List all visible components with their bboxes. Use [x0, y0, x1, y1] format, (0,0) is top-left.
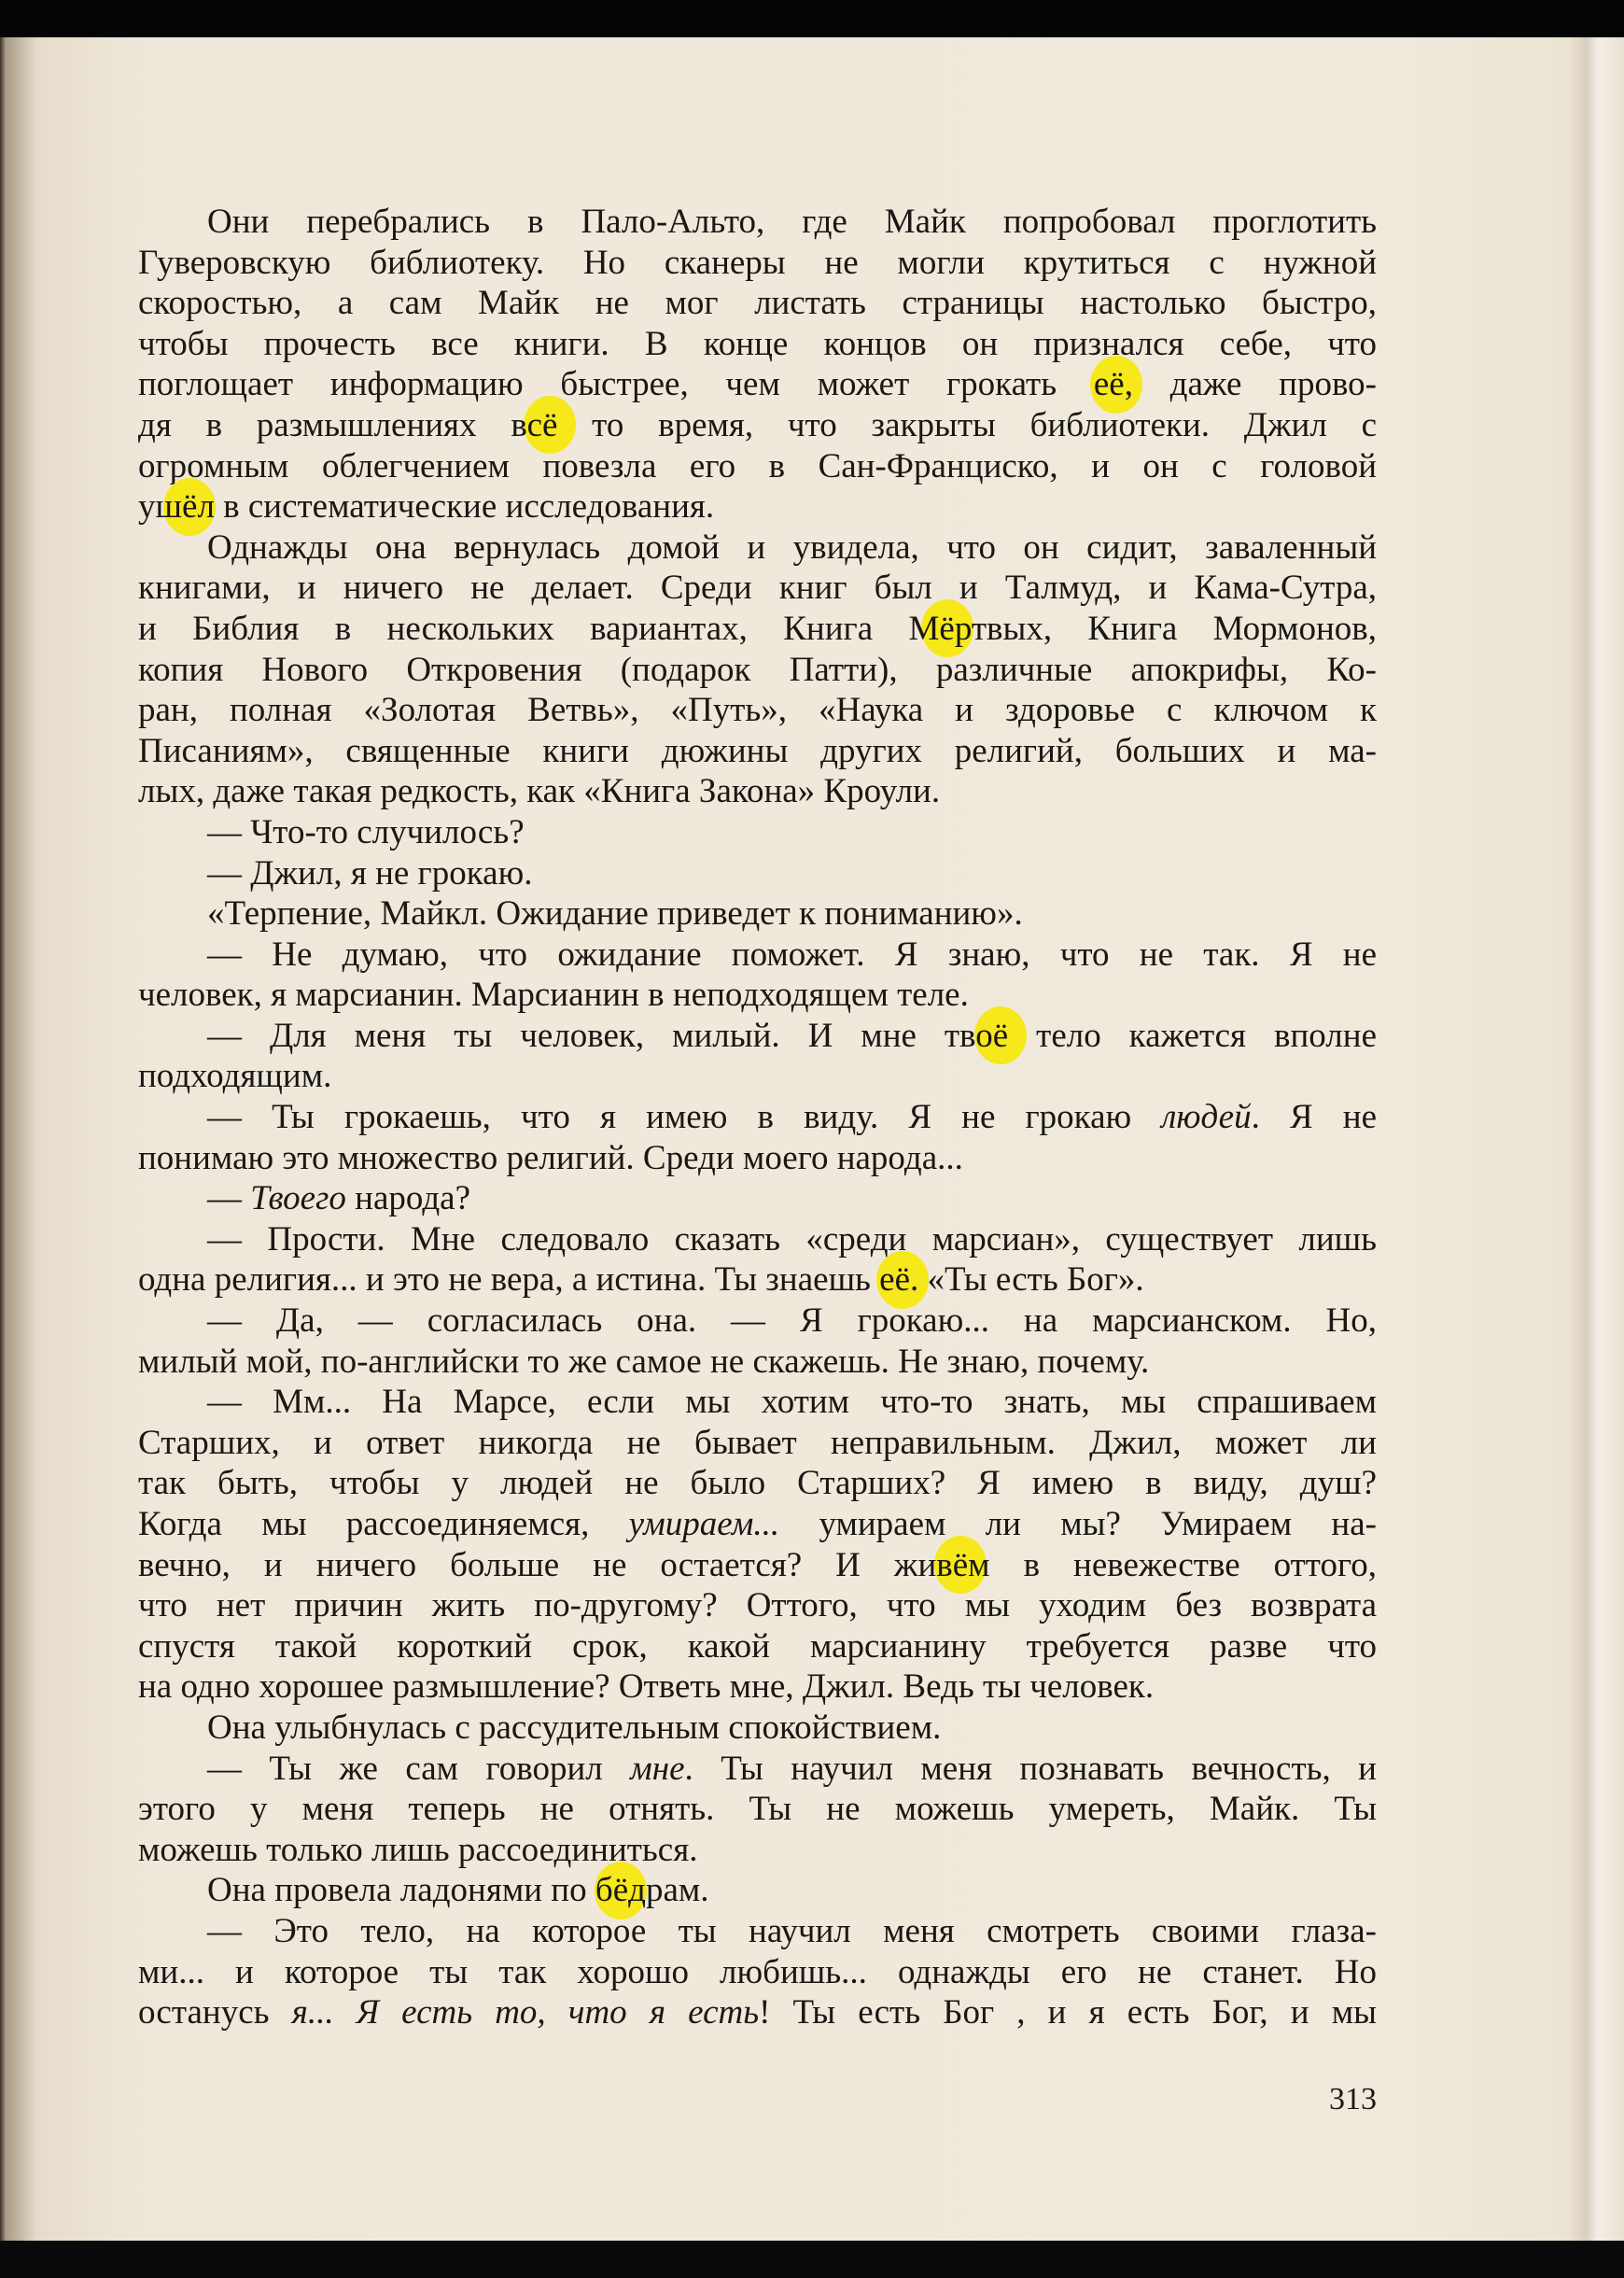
text-line [138, 568, 1377, 609]
text-run: лых, даже такая редкость, как «Книга Закона» Кроули. [138, 772, 941, 811]
text-run: ртвых, Книга Мормонов, [954, 609, 1377, 648]
page-number: 313 [1329, 2082, 1377, 2116]
text-line [138, 283, 1377, 324]
text-run: Когда мы рассоединяемся, [138, 1505, 629, 1543]
text-line [138, 405, 1377, 446]
text-line-content [138, 1585, 1377, 1626]
text-run: — [207, 1179, 251, 1218]
text-run: Гуверовскую библиотеку. Но сканеры не могли крутиться с нужной [138, 243, 1377, 282]
text-run: . Ты научил меня познавать вечность, и [684, 1749, 1377, 1788]
text-line [138, 1138, 1377, 1179]
yo-letter-highlight: ё [542, 405, 558, 444]
text-line [138, 690, 1377, 731]
text-run: вечно, и ничего больше не остается? И жив [138, 1545, 953, 1584]
text-line [138, 853, 1377, 894]
text-line-content [207, 1749, 1377, 1790]
text-run: так быть, чтобы у людей не было Старших? Я имею в виду, душ? [138, 1464, 1377, 1503]
text-line [138, 1870, 1377, 1911]
text-line-content [138, 609, 1377, 650]
text-line [138, 609, 1377, 650]
text-line [138, 1219, 1377, 1260]
text-run: — Это тело, на которое ты научил меня смотреть своими глаза- [207, 1911, 1377, 1950]
text-run: . Я не [1251, 1098, 1377, 1137]
italic-text: я... [291, 1993, 334, 2032]
text-run: и Библия в нескольких вариантах, Книга М [138, 609, 940, 648]
text-run: копия Нового Откровения (подарок Патти), различные апокрифы, Ко- [138, 650, 1377, 689]
text-run: милый мой, по-английски то же самое не скажешь. Не знаю, почему. [138, 1342, 1150, 1381]
text-line [138, 893, 1377, 935]
text-line-content [138, 650, 1377, 691]
text-line [138, 1178, 1377, 1219]
text-run: — Ты грокаешь, что я имею в виду. Я не грокаю [207, 1098, 1162, 1137]
text-run: Однажды она вернулась домой и увидела, что он сидит, заваленный [207, 527, 1377, 567]
text-line-content [138, 283, 1377, 324]
text-line [138, 1463, 1377, 1504]
text-line-content [207, 1870, 709, 1911]
italic-text: людей [1161, 1098, 1252, 1137]
text-run: ран, полная «Золотая Ветвь», «Путь», «Наука и здоровье с ключом к [138, 691, 1377, 730]
text-line-content [207, 1382, 1377, 1423]
italic-text: мне [630, 1749, 685, 1788]
text-line [138, 1626, 1377, 1667]
text-line-content [138, 364, 1377, 405]
text-run: , даже прово- [1124, 365, 1378, 404]
text-line [138, 771, 1377, 812]
body-text [138, 202, 1377, 2033]
text-run: то время, что закрыты библиотеки. Джил с [557, 405, 1377, 444]
text-run: м в невежестве оттого, [968, 1545, 1377, 1584]
text-run: можешь только лишь рассоединиться. [138, 1830, 698, 1869]
text-line [138, 975, 1377, 1016]
text-line-content [207, 1708, 941, 1749]
text-line-content [138, 975, 969, 1016]
text-line [138, 1830, 1377, 1871]
italic-text: Твоего [250, 1179, 346, 1218]
yo-letter-highlight: ё [952, 1545, 969, 1584]
text-line-content [138, 1992, 1377, 2033]
text-run: что нет причин жить по-другому? Оттого, что мы уходим без возврата [138, 1586, 1377, 1625]
text-run: — Мм... На Марсе, если мы хотим что-то знать, мы спрашиваем [207, 1383, 1377, 1422]
text-line [138, 1342, 1377, 1383]
text-run: — Прости. Мне следовало сказать «среди марсиан», существует лишь [207, 1219, 1377, 1259]
yo-letter-highlight: ё [612, 1871, 629, 1910]
text-line-content [138, 1952, 1377, 1993]
text-run: книгами, и ничего не делает. Среди книг был и Талмуд, и Кама-Сутра, [138, 569, 1377, 608]
text-line [138, 812, 1377, 853]
scan-border-top [0, 0, 1624, 37]
text-line-content [207, 1097, 1377, 1138]
text-run: этого у меня теперь не отнять. Ты не можешь умереть, Майк. Ты [138, 1790, 1377, 1829]
text-line [138, 1097, 1377, 1138]
text-line-content [138, 486, 714, 527]
text-run: Старших, и ответ никогда не бывает неправильным. Джил, может ли [138, 1423, 1377, 1462]
text-run: . «Ты есть Бог». [910, 1260, 1144, 1300]
text-line-content [207, 1178, 470, 1219]
text-line-content [207, 1911, 1377, 1952]
text-line [138, 1789, 1377, 1830]
text-line-content [138, 1666, 1154, 1708]
text-run: останусь [138, 1993, 292, 2032]
text-line-content [138, 1789, 1377, 1830]
text-run: тело кажется вполне [1008, 1016, 1377, 1055]
text-line-content [138, 243, 1377, 284]
text-line [138, 1545, 1377, 1586]
text-run: спустя такой короткий срок, какой марсианину требуется разве что [138, 1626, 1377, 1666]
text-line [138, 486, 1377, 527]
text-run: подходящим. [138, 1057, 332, 1096]
text-line [138, 202, 1377, 243]
text-run: умираем ли мы? Умираем на- [779, 1505, 1377, 1543]
text-line-content [207, 853, 532, 894]
text-line-content [138, 405, 1377, 446]
text-run: скоростью, а сам Майк не мог листать страницы настолько быстро, [138, 284, 1377, 323]
text-line [138, 1708, 1377, 1749]
text-line [138, 1301, 1377, 1342]
text-run: Она улыбнулась с рассудительным спокойствием. [207, 1708, 942, 1747]
text-line-content [138, 568, 1377, 609]
yo-letter-highlight: ё [992, 1016, 1009, 1055]
text-line-content [207, 527, 1377, 569]
yo-letter-highlight: ё [894, 1260, 911, 1300]
text-run: — Да, — согласилась она. — Я грокаю... на марсианском. Но, [207, 1301, 1377, 1341]
text-line [138, 1992, 1377, 2033]
italic-text: Я есть то, что я есть [356, 1993, 760, 2032]
text-line [138, 1504, 1377, 1545]
text-run: — Ты же сам говорил [207, 1749, 631, 1788]
text-line-content [207, 1301, 1377, 1342]
text-run: «Терпение, Майкл. Ожидание приведет к пониманию». [207, 894, 1023, 934]
book-page [0, 32, 1624, 2241]
text-line [138, 731, 1377, 772]
text-line [138, 1749, 1377, 1790]
text-line-content [138, 324, 1377, 365]
text-run: дя в размышлениях вс [138, 405, 542, 444]
text-line [138, 446, 1377, 487]
text-line-content [207, 1219, 1377, 1260]
text-line-content [138, 1138, 963, 1179]
text-run: драм. [628, 1871, 709, 1910]
text-line-content [138, 1423, 1377, 1464]
text-run: Она провела ладонями по б [207, 1871, 613, 1910]
text-run: чтобы прочесть все книги. В конце концов он признался себе, что [138, 324, 1377, 363]
text-line [138, 1666, 1377, 1708]
text-line-content [207, 935, 1377, 976]
text-line [138, 1382, 1377, 1423]
text-run: Писаниям», священные книги дюжины других религий, больших и ма- [138, 731, 1377, 770]
yo-letter-highlight: ё [1109, 365, 1125, 404]
text-run: на одно хорошее размышление? Ответь мне, Джил. Ведь ты человек. [138, 1667, 1155, 1707]
text-run: человек, я марсианин. Марсианин в неподходящем теле. [138, 976, 969, 1015]
text-line-content [138, 1259, 1144, 1301]
text-line-content [207, 893, 1023, 935]
text-line-content [138, 731, 1377, 772]
text-run: ! Ты есть Бог , и я есть Бог, и мы [759, 1993, 1378, 2032]
italic-text: умираем... [628, 1505, 780, 1543]
text-line [138, 527, 1377, 569]
text-run: ми... и которое ты так хорошо любишь... однажды его не станет. Но [138, 1952, 1377, 1991]
text-line-content [138, 771, 940, 812]
text-line-content [138, 690, 1377, 731]
text-line-content [207, 1016, 1377, 1057]
text-line [138, 1585, 1377, 1626]
text-line-content [138, 1504, 1377, 1545]
text-run: уш [138, 487, 182, 527]
text-line-content [138, 1626, 1377, 1667]
text-line [138, 1423, 1377, 1464]
yo-letter-highlight: ё [939, 609, 955, 648]
text-run: одна религия... и это не вера, а истина. Ты знаешь е [138, 1260, 895, 1300]
text-line-content [138, 1342, 1149, 1383]
text-run: понимаю это множество религий. Среди моего народа... [138, 1138, 963, 1177]
text-run: — Не думаю, что ожидание поможет. Я знаю, что не так. Я не [207, 935, 1377, 974]
text-line [138, 324, 1377, 365]
yo-letter-highlight: ё [182, 487, 198, 527]
text-run: — Джил, я не грокаю. [207, 853, 533, 893]
text-line-content [207, 812, 525, 853]
text-run: поглощает информацию быстрее, чем может грокать е [138, 365, 1110, 404]
text-line [138, 1911, 1377, 1952]
text-line-content [207, 202, 1377, 243]
text-run: огромным облегчением повезла его в Сан-Франциско, и он с головой [138, 446, 1377, 485]
text-line [138, 243, 1377, 284]
text-line [138, 364, 1377, 405]
text-line [138, 1016, 1377, 1057]
text-line [138, 1056, 1377, 1097]
text-line-content [138, 1463, 1377, 1504]
text-line [138, 1952, 1377, 1993]
text-run [334, 1993, 357, 2032]
text-line-content [138, 446, 1377, 487]
text-line-content [138, 1545, 1377, 1586]
text-run: Они перебрались в Пало-Альто, где Майк попробовал проглотить [207, 203, 1377, 241]
text-line [138, 935, 1377, 976]
text-run: — Для меня ты человек, милый. И мне тво [207, 1016, 993, 1055]
text-run: л в систематические исследования. [197, 487, 715, 527]
text-line-content [138, 1056, 331, 1097]
text-run: народа? [345, 1179, 470, 1218]
text-line [138, 1259, 1377, 1301]
text-line [138, 650, 1377, 691]
text-run: — Что-то случилось? [207, 812, 525, 851]
